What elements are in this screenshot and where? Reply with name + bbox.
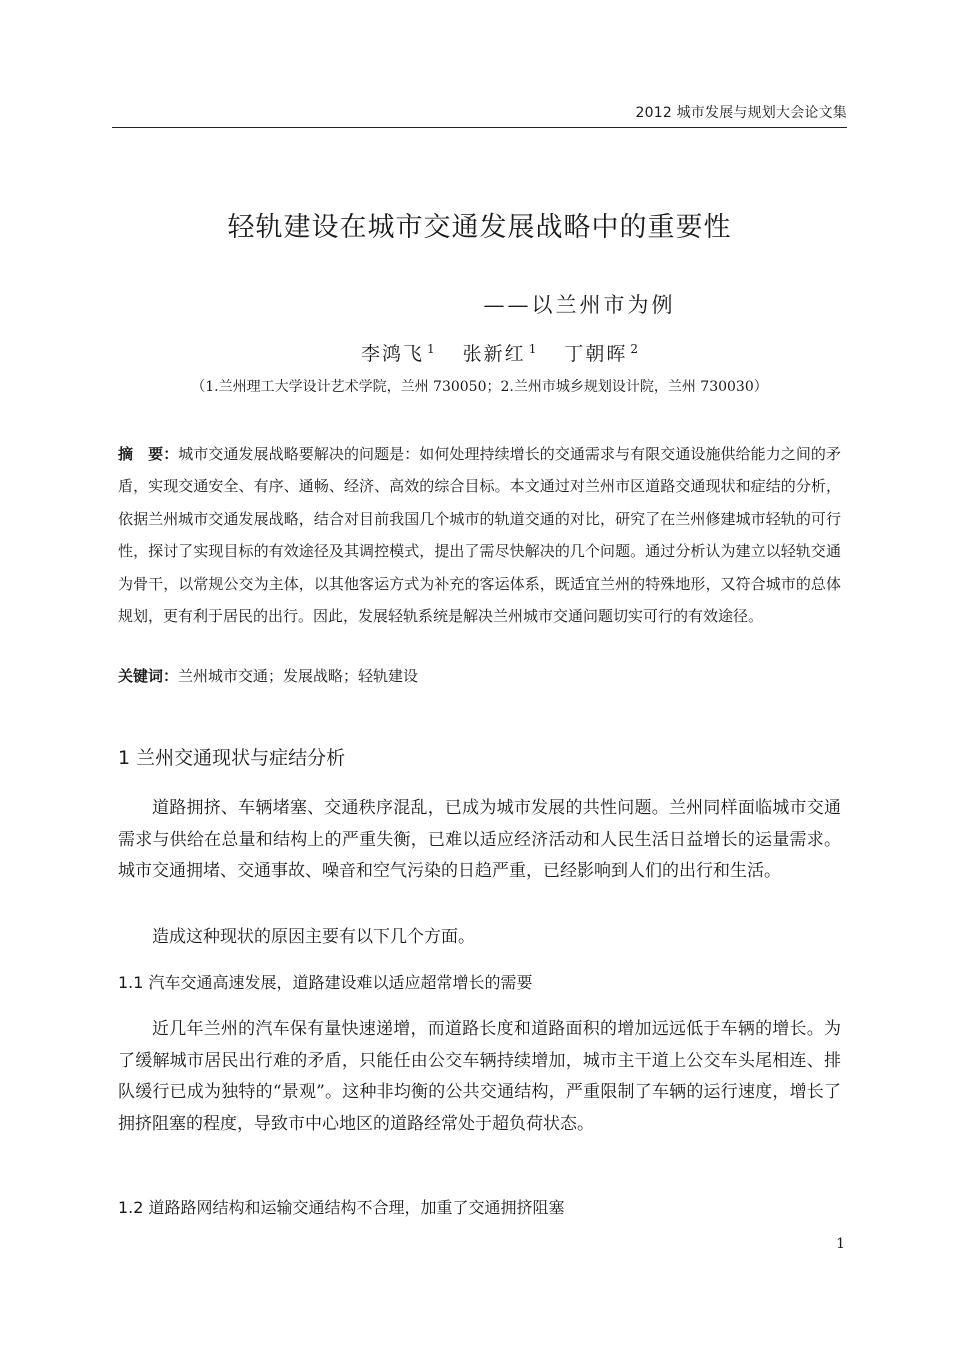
body-paragraph: 道路拥挤、车辆堵塞、交通秩序混乱，已成为城市发展的共性问题。兰州同样面临城市交通需求与供给在总量和结构上的严重失衡，已难以适应经济活动和人民生活日益增长的运量需求。城市交通拥堵、交通事故、噪音和空气污染的日趋严重，已经影响到人们的出行和生活。 [118,798,841,881]
author-name: 张新红 [462,343,526,365]
abstract-text: 城市交通发展战略要解决的问题是：如何处理持续增长的交通需求与有限交通设施供给能力之间的矛盾，实现交通安全、有序、通畅、经济、高效的综合目标。本文通过对兰州市区道路交通现状和症结的分析，依据兰州城市交通发展战略，结合对目前我国几个城市的轨道交通的对比，研究了在兰州修建城市轻轨的可行性，探讨了实现目标的有效途径及其调控模式，提出了需尽快解决的几个问题。通过分析认为建立以轻轨交通为骨干，以常规公交为主体，以其他客运方式为补充的客运体系，既适宜兰州的特殊地形，又符合城市的总体规划，更有利于居民的出行。因此，发展轻轨系统是解决兰州城市交通问题切实可行的有效途径。 [118,445,841,626]
author-affiliation-mark: 1 [528,341,537,356]
author [361,343,435,365]
keywords [118,662,841,690]
abstract-label: 摘 要： [118,445,179,463]
body-paragraph: 近几年兰州的汽车保有量快速递增，而道路长度和道路面积的增加远远低于车辆的增长。为了缓解城市居民出行难的矛盾，只能任由公交车辆持续增加，城市主干道上公交车头尾相连、排队缓行已成为独特的“景观”。这种非均衡的公共交通结构，严重限制了车辆的运行速度，增长了拥挤阻塞的程度，导致市中心地区的道路经常处于超负荷状态。 [118,1019,841,1134]
paper-title: 轻轨建设在城市交通发展战略中的重要性 [227,212,732,243]
body-paragraph: 造成这种现状的原因主要有以下几个方面。 [152,927,475,947]
author [564,343,638,365]
section-heading: 1 兰州交通现状与症结分析 [118,747,346,769]
paper-subtitle: ——以兰州市为例 [483,293,676,317]
abstract [118,438,841,632]
author-affiliation-mark: 1 [426,341,435,356]
affiliation: （1.兰州理工大学设计艺术学院，兰州 730050；2.兰州市城乡规划设计院，兰州 730030） [191,379,768,395]
author [463,343,537,365]
subsection-heading: 1.1 汽车交通高速发展，道路建设难以适应超常增长的需要 [118,973,533,992]
author-affiliation-mark: 2 [630,341,639,356]
running-header: 2012 城市发展与规划大会论文集 [635,105,847,121]
author-name: 丁朝晖 [564,343,628,365]
author-name: 李鸿飞 [360,343,424,365]
author-list [0,339,959,366]
keywords-label: 关键词： [118,667,179,685]
keywords-text: 兰州城市交通；发展战略；轻轨建设 [178,667,419,685]
header-rule [112,127,847,128]
subsection-heading: 1.2 道路路网结构和运输交通结构不合理，加重了交通拥挤阻塞 [118,1198,565,1217]
page-number: 1 [836,1236,845,1252]
